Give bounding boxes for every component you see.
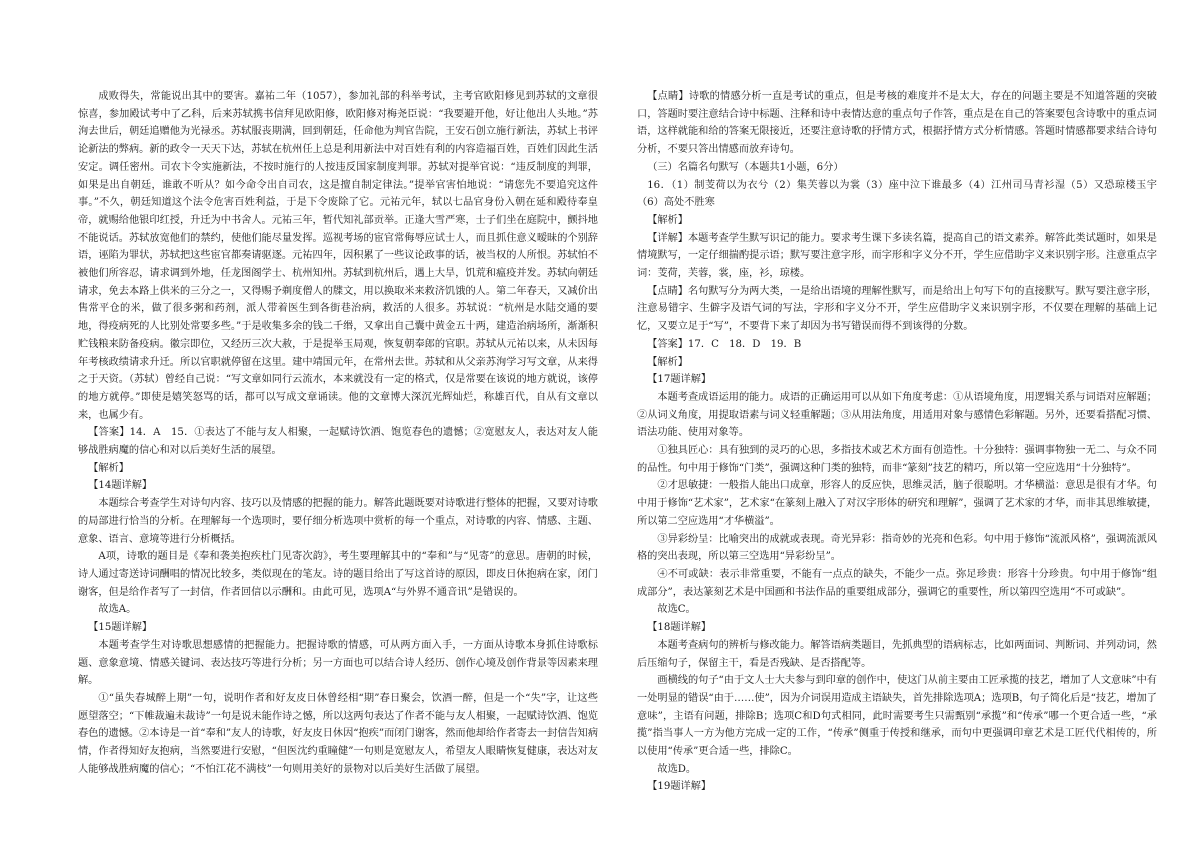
paragraph: 【点睛】名句默写分为两大类，一是给出语境的理解性默写，而是给出上句写下句的直接默写。默写要注意字形，注意易错字、生僻字及语气词的写法，字形和字义分不开，学生应借助字义来识别字形，不仅要在理解的基础上记忆，又要立足于“写”，不要背下来了却因为书写错误而得不到该得的分数。	[637, 285, 1157, 333]
paragraph: 画横线的句子“由于文人士大夫参与到印章的创作中，使这门从前主要由工匠承揽的技艺，增加了人文意味”中有一处明显的错误“由于……使”，因为介词误用造成主语缺失，首先排除选项A；选项B，句子简化后是“技艺，增加了意味”，主语有问题，排除B；选项C和D句式相同，此时需要考生只需甄别“承揽”和“传承”哪一个更合适一些，“承揽”指当事人一方为他方完成一定的工作，“传承”侧重于传授和继承，而句中更强调印章艺术是工匠代代相传的，所以使用“传承”更合适一些，排除C。	[637, 675, 1157, 758]
paragraph: 成败得失，常能说出其中的要害。嘉祐二年（1057），参加礼部的科举考试，主考官欧阳修见到苏轼的文章很惊喜，参加殿试考中了乙科，后来苏轼携书信拜见欧阳修，欧阳修对梅尧臣说：“我要避开他，好让他出人头地。”苏洵去世后，朝廷追赠他为光禄丞。苏轼服丧期满，回到朝廷，任命他为判官告院，王安石创立施行新法，苏轼上书评论新法的弊病。新的政令一天天下达，苏轼在杭州任上总是利用新法中对百姓有利的内容造福百姓，百姓们因此生活安定。调任密州。司农卞令实施新法，不按时施行的人按违反国家制度判罪。苏轼对提举官说：“违反制度的判罪，如果是出自朝廷，谁敢不听从？如今命令出自司农，这是擅自制定律法。”提举官害怕地说：“请您先不要追究这件事。”不久，朝廷知道这个法令危害百姓利益，于是下令废除了它。元祐元年，轼以七品官身份入朝在延和殿待奉皇帝，就赐给他银印红授，升迁为中书舍人。元祐三年，暂代知礼部贡举。正逢大雪严寒，士子们坐在庭院中，颤抖地不能说话。苏轼放宽他们的禁约，使他们能尽量发挥。巡视考场的宦官常侮辱应试士人，而且抓住意义暧昧的个别辞语，诬陷为罪状，苏轼把这些宦官都奏请驱逐。元祐四年，因积累了一些议论政事的话，被当权的人所恨。苏轼怕不被他们所容忍，请求调到外地，任龙图阁学士、杭州知州。苏轼到杭州后，遇上大旱，饥荒和瘟疫并发。苏轼向朝廷请求，免去本路上供米的三分之一，又得赐予剃度僧人的牒文，用以换取米来救济饥饿的人。第二年春天，又减价出售常平仓的米，做了很多粥和药剂，派人带着医生到各街巷治病，救活的人很多。苏轼说：“杭州是水陆交通的要地，得疫病死的人比别处常要多些。”于是收集多余的钱二千缗，又拿出自己囊中黄金五十两，建造治病场所，渐渐积贮钱粮来防备疫病。徽宗即位，又经历三次大赦，于是提举玉局观，恢复朝奉郎的官职。苏轼从元祐以来，从未因每年考核政绩请求升迁。所以官职就停留在这里。建中靖国元年，在常州去世。苏轼和从父亲苏洵学习写文章，从来得之于天资。（苏轼）曾经自己说：“写文章如同行云流水，本来就没有一定的格式，仅是常要在该说的地方就说，该停的地方就停。”即使是嬉笑怒骂的话，都可以写成文章诵读。他的文章博大深沉光辉灿烂，称雄百代，自从有文章以来，也属少有。	[78, 91, 598, 421]
paragraph: 【15题详解】	[88, 622, 153, 634]
paragraph: 本题综合考查学生对诗句内容、技巧以及情感的把握的能力。解答此题既要对诗歌进行整体的把握，又要对诗歌的局部进行恰当的分析。在理解每一个选项时，要仔细分析选项中赏析的每一个重点，对诗歌的内容、情感、主题、意象、语言、意境等进行分析概括。	[78, 498, 598, 545]
paragraph: A项，诗歌的题目是《奉和袭美抱疾杜门见寄次韵》，考生要理解其中的“奉和”与“见寄”的意思。唐朝的时候，诗人通过寄送诗词酬唱的情况比较多，类似现在的笔友。诗的题目给出了写这首诗的原因，即皮日休抱病在家，闭门谢客，但是给作者写了一封信，作者回信以示酬和。由此可见，选项A“与外界不通音讯”是错误的。	[78, 551, 598, 598]
paragraph: ①独具匠心：具有独到的灵巧的心思，多指技术或艺术方面有创造性。十分独特：强调事物独一无二、与众不同的品性。句中用于修饰“门类”，强调这种门类的独特，而非“篆刻”技艺的精巧，所以第一空应选用“十分独特”。	[637, 445, 1157, 474]
paragraph: ④不可或缺：表示非常重要，不能有一点点的缺失，不能少一点。弥足珍贵：形容十分珍贵。句中用于修饰“组成部分”，表达篆刻艺术是中国画和书法作品的重要组成部分，强调它的重要性，所以第四空选用“不可或缺”。	[637, 568, 1157, 598]
paragraph: 【14题详解】	[88, 480, 153, 492]
paragraph: 本题考查病句的辨析与修改能力。解答语病类题目，先抓典型的语病标志，比如两面词、判断词、并列动词，然后压缩句子，保留主干，看是否残缺、是否搭配等。	[637, 639, 1157, 669]
paragraph: 【解析】	[647, 214, 688, 226]
paragraph: 【解析】	[88, 462, 129, 474]
paragraph: 故选C。	[657, 604, 696, 616]
paragraph: 故选D。	[657, 763, 697, 775]
paragraph: 【18题详解】	[647, 622, 712, 634]
paragraph: 【17题详解】	[647, 374, 712, 386]
paragraph: （三）名篇名句默写（本题共1小题，6分）	[647, 161, 844, 173]
paragraph: ③异彩纷呈：比喻突出的成就或表现。奇光异彩：指奇妙的光亮和色彩。句中用于修饰“流派风格”，强调流派风格的突出表现，所以第三空选用“异彩纷呈”。	[637, 533, 1157, 563]
paragraph: 【答案】17．C 18．D 19．B	[647, 338, 802, 350]
paragraph: ②才思敏捷：一般指人能出口成章，形容人的反应快，思维灵活，脑子很聪明。才华横溢：意思是很有才华。句中用于修饰“艺术家”，艺术家“在篆刻上融入了对汉字形体的研究和理解”，强调了艺术家的才华，而非其思维敏捷，所以第二空应选用“才华横溢”。	[637, 480, 1158, 527]
paragraph: 【详解】本题考查学生默写识记的能力。要求考生课下多读名篇，提高自己的语文素养。解答此类试题时，如果是情境默写，一定仔细揣酌提示语；默写要注意字形，而字形和字义分不开，学生应借助字义来识别字形。注意重点字词：芰荷，芙蓉，裳，座，衫，琼楼。	[637, 232, 1157, 280]
paragraph: ①“虽失春城醉上期”一句，说明作者和好友皮日休曾经相“期”春日聚会，饮酒一醉，但是一个“失”字，让这些愿望落空；“下帷裁遍未裁诗”一句是说未能作诗之憾，所以这两句表达了作者不能与友人相聚，一起赋诗饮酒、饱览春色的遗憾。②本诗是一首“奉和”友人的诗歌，好友皮日休因“抱疾”而闭门谢客，然而他却给作者寄去一封信告知病情，作者得知好友抱病，当然要进行安慰，“但医沈约重瞳健”一句则是宽慰友人，希望友人眼睛恢复健康，表达对友人能够战胜病魔的信心；“不怕江花不满枝”一句则用美好的景物对以后美好生活做了展望。	[78, 692, 599, 775]
left-column	[78, 88, 598, 778]
right-column	[637, 88, 1157, 796]
paragraph: 本题考查学生对诗歌思想感情的把握能力。把握诗歌的情感，可从两方面入手，一方面从诗歌本身抓住诗歌标题、意象意境、情感关键词、表达技巧等进行分析；另一方面也可以结合诗人经历、创作心境及创作背景等因素来理解。	[78, 639, 598, 687]
paragraph: 故选A。	[98, 604, 137, 616]
paragraph: 【19题详解】	[647, 781, 712, 793]
paragraph: 【解析】	[647, 356, 688, 368]
paragraph: 【点睛】诗歌的情感分析一直是考试的重点，但是考核的难度并不是太大，存在的问题主要是不知道答题的突破口，答题时要注意结合诗中标题、注释和诗中表情达意的重点句子作答，重点是在自己的答案要包含诗歌中的重点词语，这样就能和给的答案无限接近，还要注意诗歌的抒情方式，根据抒情方式分析情感。答题时情感都要求结合诗句分析，不要只答出情感而放弃诗句。	[637, 91, 1157, 156]
paragraph: 16．（1）制芰荷以为衣兮（2）集芙蓉以为裳（3）座中泣下谁最多（4）江州司马青衫湿（5）又恐琼楼玉宇（6）高处不胜寒	[637, 179, 1157, 209]
paragraph: 【答案】14．A 15．①表达了不能与友人相聚，一起赋诗饮酒、饱览春色的遗憾；②宽慰友人，表达对友人能够战胜病魔的信心和对以后美好生活的展望。	[78, 427, 598, 457]
paragraph: 本题考查成语运用的能力。成语的正确运用可以从如下角度考虑：①从语境角度，用逻辑关系与词语对应解题；②从词义角度，用提取语素与词义轻重解题；③从用法角度，用适用对象与感情色彩解题。另外，还要看搭配习惯、语法功能、使用对象等。	[637, 391, 1157, 439]
